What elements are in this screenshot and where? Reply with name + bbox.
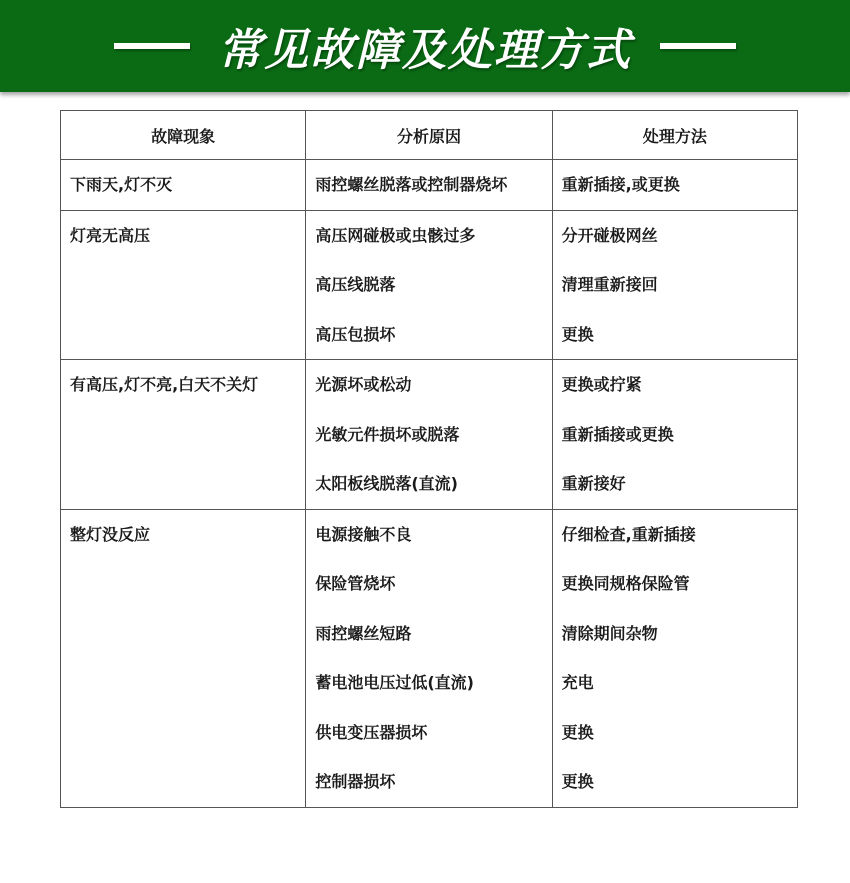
- cause-text: 高压线脱落: [315, 275, 396, 294]
- solution-text: 更换: [561, 722, 594, 742]
- solution-text: 重新插接或更换: [561, 424, 674, 444]
- faults-table: [60, 110, 798, 808]
- cause-text: 光源坏或松动: [315, 375, 412, 394]
- symptom-text: 整灯没反应: [70, 524, 151, 544]
- page-title: 常见故障及处理方式: [218, 25, 632, 76]
- solution-text: 更换: [561, 324, 594, 344]
- solution-text: 充电: [561, 673, 594, 692]
- right-dash-decoration: [660, 43, 736, 49]
- cause-text: 高压包损坏: [315, 324, 396, 344]
- table-body: [61, 160, 798, 808]
- cause-text: 雨控螺丝脱落或控制器烧坏: [315, 175, 508, 194]
- cause-cell: [306, 360, 552, 510]
- symptom-cell: [61, 160, 306, 211]
- symptom-text: 下雨天,灯不灭: [70, 175, 173, 194]
- symptom-text: 有高压,灯不亮,白天不关灯: [70, 375, 259, 394]
- header-symptom: 故障现象: [61, 111, 306, 160]
- solution-cell: [552, 360, 797, 510]
- symptom-cell: [61, 210, 306, 360]
- table-header: [61, 111, 798, 160]
- cause-text: 保险管烧坏: [315, 574, 396, 593]
- solution-text: 清除期间杂物: [561, 623, 658, 643]
- solution-cell: [552, 210, 797, 360]
- cause-cell: [306, 210, 552, 360]
- cause-text: 电源接触不良: [315, 524, 412, 544]
- solution-text: 重新插接,或更换: [561, 175, 680, 194]
- solution-text: 更换同规格保险管: [561, 574, 690, 593]
- solution-text: 仔细检查,重新插接: [561, 524, 696, 544]
- table-row: [61, 160, 798, 211]
- solution-text: 清理重新接回: [561, 275, 658, 294]
- table-row: [61, 509, 798, 807]
- solution-text: 更换: [561, 772, 594, 791]
- cause-text: 雨控螺丝短路: [315, 623, 412, 643]
- table-row: [61, 210, 798, 360]
- cause-text: 供电变压器损坏: [315, 722, 428, 742]
- title-banner: [0, 0, 850, 92]
- solution-cell: [552, 509, 797, 807]
- cause-text: 控制器损坏: [315, 772, 396, 791]
- solution-text: 重新接好: [561, 474, 626, 493]
- symptom-cell: [61, 360, 306, 510]
- cause-text: 光敏元件损坏或脱落: [315, 424, 460, 444]
- cause-text: 太阳板线脱落(直流): [315, 474, 458, 493]
- table-row: [61, 360, 798, 510]
- header-cause: 分析原因: [306, 111, 552, 160]
- left-dash-decoration: [114, 43, 190, 49]
- cause-text: 高压网碰极或虫骸过多: [315, 225, 476, 245]
- header-row: [61, 111, 798, 160]
- cause-cell: [306, 160, 552, 211]
- cause-cell: [306, 509, 552, 807]
- solution-text: 分开碰极网丝: [561, 225, 658, 245]
- solution-cell: [552, 160, 797, 211]
- symptom-cell: [61, 509, 306, 807]
- cause-text: 蓄电池电压过低(直流): [315, 673, 474, 692]
- symptom-text: 灯亮无高压: [70, 225, 151, 245]
- header-solution: 处理方法: [552, 111, 797, 160]
- solution-text: 更换或拧紧: [561, 375, 642, 394]
